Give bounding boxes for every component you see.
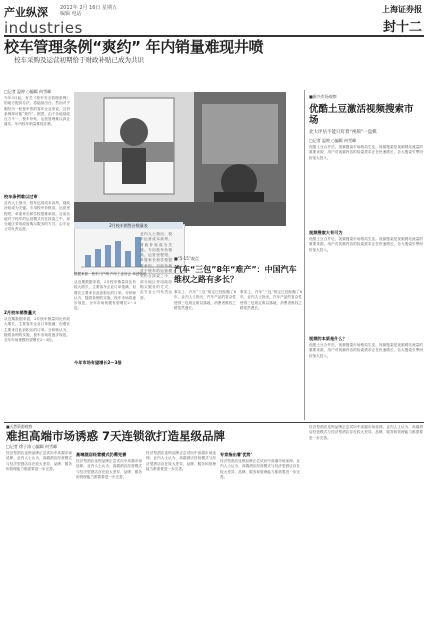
side-byline: □记者 温婷 ○编辑 何雪峰	[309, 138, 357, 143]
side-subheadline: 北大评估不能只盯着“视频”一盘棋	[309, 130, 377, 135]
bottom-byline: □记者 徐子涛 ○编辑 何雪峰	[6, 444, 58, 449]
middle-headline: 汽车“三包”8年“难产”：中国汽车维权之路有多长？	[174, 265, 297, 284]
bottom-body-2: 经济型酒店连锁品牌正尝试向中高端市场延伸。业内人士认为，高端酒店经营模式与经济型酒店存在较大差异，品牌、服务和管理能力都需要进一步完善。	[76, 459, 142, 479]
chart-bar	[115, 241, 121, 267]
bottom-subhead-1: 高端酒店经营模式仍需完善	[76, 452, 127, 457]
column-rule	[304, 90, 305, 420]
lead-body-5: 业内人士指出，校车运营成本高昂，财政补贴成为关键。专用校车价格高，运营里程短，单靠家长和学校很难承担。目前各地对于校车的运营模式仍在探索之中，部分地区采用政府购买服务的方式，由专业公司负责运营。	[140, 232, 172, 300]
lead-body-3: 从近期数据来看，2月校车销量同比有较大增长，主要客车企业订单饱满，但增长主要来自此前积压的订单。分析师认为，随着条例的实施，校车市场将逐步规范，全年市场规模有望增长2～3倍。	[4, 317, 70, 343]
chart-bar	[105, 245, 111, 267]
side-subhead-2: 视频的本质是什么？	[309, 336, 347, 341]
lead-subhead-1: 校车条例难以过审	[4, 194, 38, 199]
lead-subhead-3: 今年市场有望增长2～3倍	[74, 360, 122, 365]
page-number: 封十二	[382, 20, 422, 35]
date-line	[60, 5, 117, 17]
chart-title: 2月校车销售台数量表	[74, 222, 183, 229]
lead-headline: 校车管理条例“爽约” 年内销量难现井喷	[4, 38, 264, 56]
photo-illustration	[74, 92, 286, 226]
chart-bar	[125, 251, 131, 267]
side-body-1: 优酷土豆合并后，视频搜索市场格局生变。视频搜索是视频网站流量的重要来源，用户对视频内容的检索需求正在快速增长，各大搜索引擎纷纷加大投入。	[309, 145, 423, 160]
bottom-divider	[4, 422, 424, 423]
lead-subhead-2: 2月校车销售量大	[4, 310, 37, 315]
bottom-body-1: 经济型酒店连锁品牌正尝试向中高端市场延伸。业内人士认为，高端酒店经营模式与经济型酒店存在较大差异，品牌、服务和管理能力都需要进一步完善。	[6, 451, 72, 471]
middle-kicker: ■“5·15”观点	[174, 256, 199, 261]
side-column: ■新兴市场观察	[309, 94, 337, 99]
chart-bar	[85, 255, 91, 267]
date-line-1: 2012年 2月 16日 星期五	[60, 5, 118, 11]
bottom-subhead-2: 专家指出着'优势'	[220, 452, 252, 457]
bottom-column: ■天然资源观察	[6, 424, 33, 429]
bottom-body-5: 经济型酒店连锁品牌正尝试向中高端市场延伸。业内人士认为，高端酒店经营模式与经济型酒店存在较大差异，品牌、服务和管理能力都需要进一步完善。	[309, 425, 423, 440]
lead-body-2: 业内人士指出，校车运营成本高昂，财政补贴成为关键。专用校车价格高，运营里程短，单靠家长和学校很难承担。目前各地对于校车的运营模式仍在探索之中，部分地区采用政府购买服务的方式，由专业公司负责运营。	[4, 201, 70, 232]
bottom-headline: 难担高端市场诱惑 7天连锁欲打造星级品牌	[6, 429, 226, 443]
section-title: 产业纵深	[4, 6, 48, 19]
lead-byline: □记者 温婷 ○编辑 何雪峰	[4, 89, 52, 94]
middle-body-1: 事实上，汽车“三包”规定已经酝酿了8年。业内人士指出，汽车产品的复杂性使得三包规定难以落地，消费者维权之路依然漫长。	[174, 290, 236, 310]
lead-body-1: 今年3月起，有关《校车安全管理条例》的地方配套办法，将陆续出台。然而对于刚经历一轮校车热的客车企业来说，这份条例却可能“爽约”。据悉，由于各地财政压力不一，校车补贴、运营管理难以真正落实，年内校车销量难现井喷。	[4, 96, 70, 127]
side-subhead-1: 视频搜索大有可为	[309, 230, 343, 235]
news-photo	[74, 92, 286, 226]
chart-bar	[95, 249, 101, 267]
lead-body-4: 从近期数据来看，2月校车销量同比有较大增长，主要客车企业订单饱满，但增长主要来自此前积压的订单。分析师认为，随着条例的实施，校车市场将逐步规范，全年市场规模有望增长2～3倍。	[74, 280, 136, 311]
lead-subheadline: 校车采购及运营初期恰于财政补贴已成为共识	[14, 56, 144, 64]
side-body-2: 优酷土豆合并后，视频搜索市场格局生变。视频搜索是视频网站流量的重要来源，用户对视频内容的检索需求正在快速增长，各大搜索引擎纷纷加大投入。	[309, 237, 423, 252]
side-body-3: 优酷土豆合并后，视频搜索市场格局生变。视频搜索是视频网站流量的重要来源，用户对视频内容的检索需求正在快速增长，各大搜索引擎纷纷加大投入。	[309, 343, 423, 358]
bottom-body-4: 经济型酒店连锁品牌正尝试向中高端市场延伸。业内人士认为，高端酒店经营模式与经济型酒店存在较大差异，品牌、服务和管理能力都需要进一步完善。	[220, 459, 300, 479]
middle-body-2: 事实上，汽车“三包”规定已经酝酿了8年。业内人士指出，汽车产品的复杂性使得三包规定难以落地，消费者维权之路依然漫长。	[240, 290, 302, 310]
chart-note: 数据来源：校车门户网 汽车工业协会 卓创资讯	[74, 272, 147, 276]
section-en: industries	[4, 19, 83, 37]
bottom-body-3: 经济型酒店连锁品牌正尝试向中高端市场延伸。业内人士认为，高端酒店经营模式与经济型酒店存在较大差异，品牌、服务和管理能力都需要进一步完善。	[146, 451, 216, 471]
paper-name: 上海证券报	[382, 4, 422, 14]
date-line-2: 编辑 电话	[60, 11, 82, 17]
side-headline: 优酷土豆激活视频搜索市场	[309, 104, 414, 126]
